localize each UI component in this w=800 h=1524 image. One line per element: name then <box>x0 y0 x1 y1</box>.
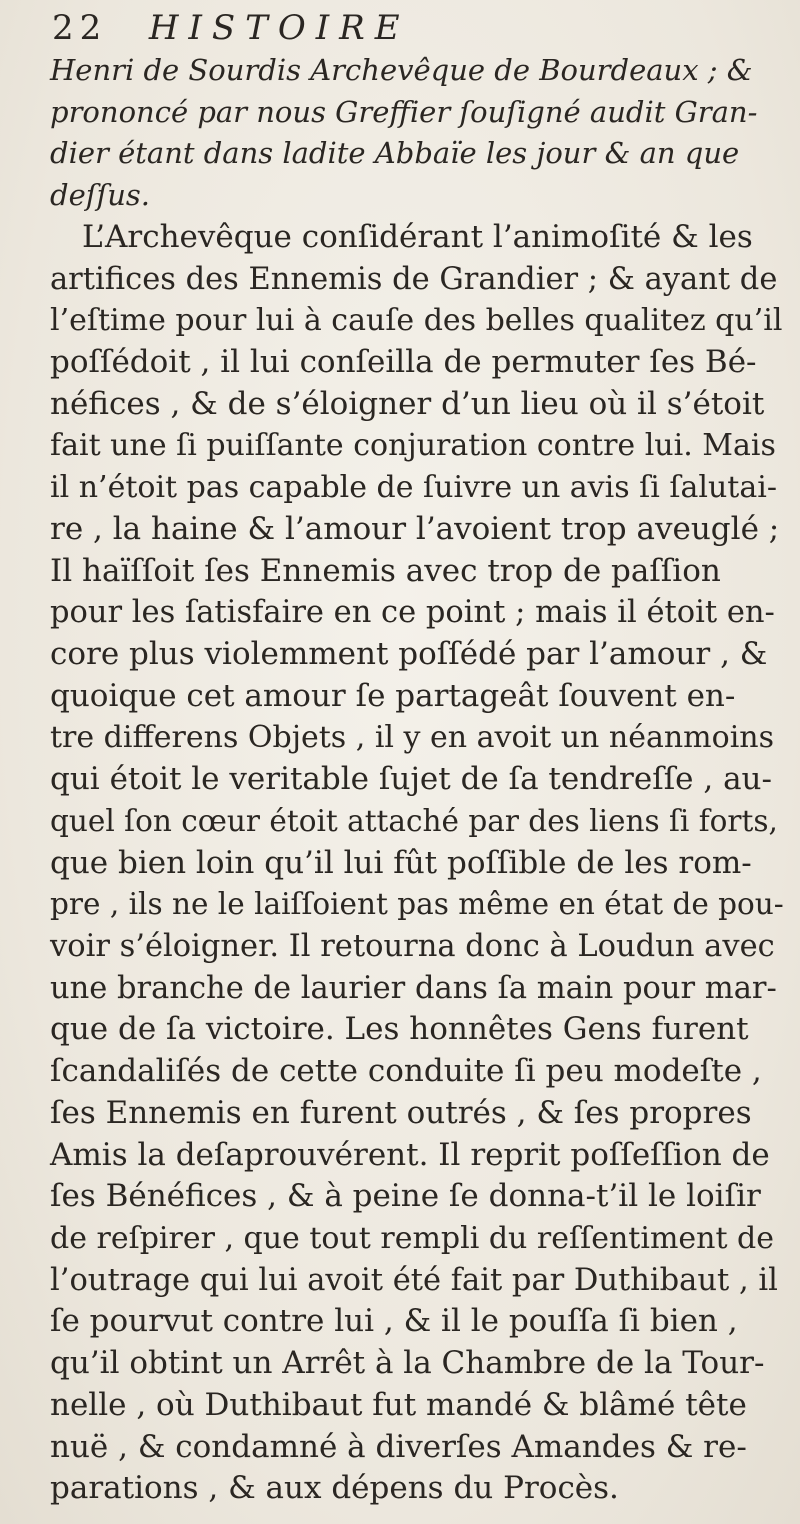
page-number: 22 <box>52 8 108 48</box>
text-line: core plus violemment poſſédé par l’amour , & <box>50 636 768 672</box>
text-line: artifices des Ennemis de Grandier ; & ayant de <box>50 261 778 297</box>
text-line: tre differens Objets , il y en avoit un néanmoins <box>50 720 774 756</box>
text-line: re , la haine & l’amour l’avoient trop aveuglé ; <box>50 510 780 547</box>
page-header <box>52 8 612 48</box>
text-line: prononcé par nous Greffier ſouſigné audit Gran- <box>50 94 758 129</box>
text-line: Il haïſſoit ſes Ennemis avec trop de paſſion <box>50 552 721 589</box>
text-line: nelle , où Duthibaut fut mandé & blâmé tête <box>50 1386 747 1423</box>
text-line: L’Archevêque conſidérant l’animoſité & les <box>82 218 753 255</box>
text-line: ſe pourvut contre lui , & il le pouſſa ſi bien , <box>50 1303 738 1340</box>
text-line: pre , ils ne le laiſſoient pas même en état de pou- <box>50 887 784 922</box>
text-line: Henri de Sourdis Archevêque de Bourdeaux ; & <box>50 53 753 87</box>
text-line: nuë , & condamné à diverſes Amandes & re- <box>50 1428 747 1465</box>
text-line: pour les ſatisfaire en ce point ; mais il étoit en- <box>50 595 775 631</box>
text-line: deſſus. <box>50 178 150 213</box>
text-line: poſſédoit , il lui conſeilla de permuter ſes Bé- <box>50 344 757 380</box>
text-line: voir s’éloigner. Il retourna donc à Loudun avec <box>50 929 775 964</box>
text-line: que bien loin qu’il lui fût poſſible de les rom- <box>50 844 752 881</box>
text-line: de reſpirer , que tout rempli du reſſentiment de <box>50 1221 775 1256</box>
text-line: fait une ſi puiſſante conjuration contre lui. Mais <box>50 428 776 464</box>
text-line: une branche de laurier dans ſa main pour mar- <box>50 970 777 1006</box>
text-line: quoique cet amour ſe partageât ſouvent en- <box>50 677 736 714</box>
text-line: parations , & aux dépens du Procès. <box>50 1470 619 1507</box>
text-line: néfices , & de s’éloigner d’un lieu où il s’étoit <box>50 385 765 422</box>
text-line: dier étant dans ladite Abbaïe les jour & an que <box>50 136 740 171</box>
text-line: ſes Ennemis en furent outrés , & ſes propres <box>50 1094 752 1131</box>
text-line: quel ſon cœur étoit attaché par des liens ſi forts, <box>50 803 778 838</box>
running-title: HISTOIRE <box>148 8 410 48</box>
text-line: l’outrage qui lui avoit été fait par Duthibaut , il <box>50 1262 778 1298</box>
text-line: Amis la deſaprouvérent. Il reprit poſſeſſion de <box>50 1136 770 1173</box>
text-line: il n’étoit pas capable de ſuivre un avis ſi ſalutai- <box>50 470 777 506</box>
text-line: l’eſtime pour lui à cauſe des belles qualitez qu’il <box>50 303 783 339</box>
text-line: que de ſa victoire. Les honnêtes Gens furent <box>50 1011 749 1048</box>
text-line: ſes Bénéfices , & à peine ſe donna-t’il le loiſir <box>50 1178 761 1215</box>
text-line: qu’il obtint un Arrêt à la Chambre de la Tour- <box>50 1345 765 1382</box>
text-line: qui étoit le veritable ſujet de ſa tendreſſe , au- <box>50 761 772 798</box>
text-line: ſcandaliſés de cette conduite ſi peu modeſte , <box>50 1053 762 1090</box>
